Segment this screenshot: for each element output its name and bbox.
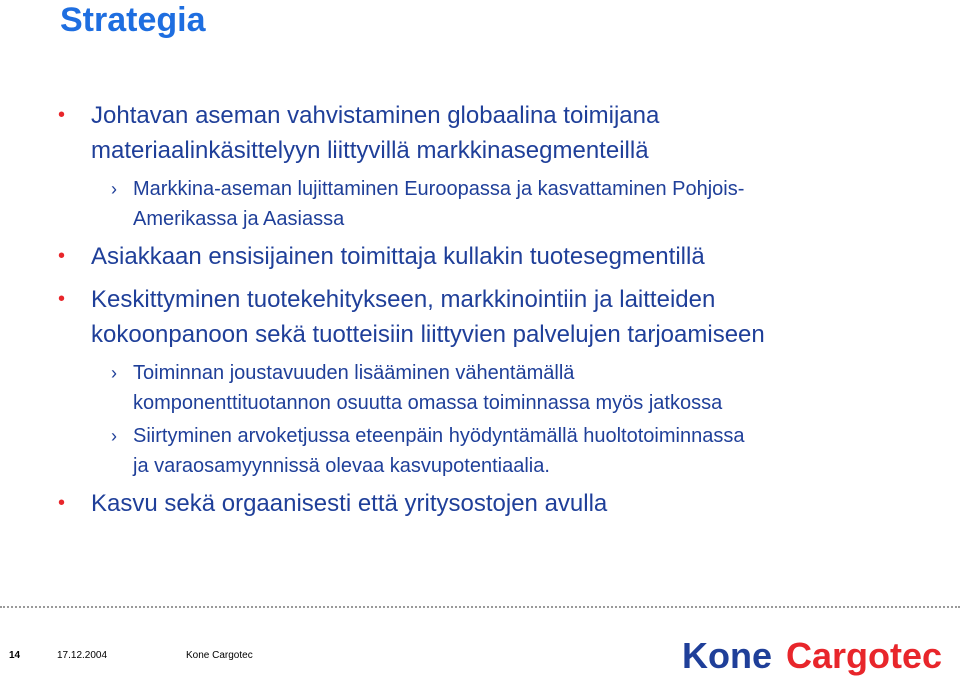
bullet-dot-icon: • bbox=[58, 492, 66, 514]
bullet-text-line: Keskittyminen tuotekehitykseen, markkinointiin ja laitteiden bbox=[91, 286, 716, 313]
bullet-item-global-leader bbox=[58, 98, 938, 168]
sub-bullet-text-line: Siirtyminen arvoketjussa eteenpäin hyödyntämällä huoltotoiminnassa bbox=[133, 425, 745, 447]
sub-bullet-item-market-position bbox=[58, 174, 938, 234]
chevron-right-icon: › bbox=[111, 179, 117, 199]
slide-title: Strategia bbox=[60, 1, 206, 39]
bullet-text-line: materiaalinkäsittelyyn liittyvillä markkinasegmenteillä bbox=[91, 137, 649, 164]
footer-company: Kone Cargotec bbox=[186, 650, 253, 661]
sub-bullet-item-value-chain bbox=[58, 421, 938, 481]
bullet-dot-icon: • bbox=[58, 288, 66, 310]
chevron-right-icon: › bbox=[111, 426, 117, 446]
chevron-right-icon: › bbox=[111, 363, 117, 383]
sub-bullet-text-line: komponenttituotannon osuutta omassa toiminnassa myös jatkossa bbox=[133, 392, 723, 414]
footer-divider bbox=[0, 606, 960, 608]
logo-cargotec-text: Cargotec bbox=[786, 635, 943, 676]
bullet-dot-icon: • bbox=[58, 245, 66, 267]
bullet-text-line: Kasvu sekä orgaanisesti että yritysostojen avulla bbox=[91, 490, 608, 517]
bullet-item-focus bbox=[58, 282, 938, 352]
page-number: 14 bbox=[9, 650, 21, 661]
footer-date: 17.12.2004 bbox=[57, 650, 108, 661]
bullet-item-primary-supplier bbox=[58, 239, 938, 274]
bullet-dot-icon: • bbox=[58, 104, 66, 126]
sub-bullet-text-line: Toiminnan joustavuuden lisääminen vähentämällä bbox=[133, 362, 575, 384]
bullet-text-line: Asiakkaan ensisijainen toimittaja kullakin tuotesegmentillä bbox=[91, 243, 705, 270]
sub-bullet-item-flexibility bbox=[58, 358, 938, 418]
bullet-list bbox=[58, 98, 938, 529]
bullet-text-line: kokoonpanoon sekä tuotteisiin liittyvien palvelujen tarjoamiseen bbox=[91, 321, 765, 348]
sub-bullet-text-line: Markkina-aseman lujittaminen Euroopassa ja kasvattaminen Pohjois- bbox=[133, 178, 745, 200]
bullet-text-line: Johtavan aseman vahvistaminen globaalina toimijana bbox=[91, 102, 660, 129]
sub-bullet-text-line: Amerikassa ja Aasiassa bbox=[133, 208, 345, 230]
bullet-item-growth bbox=[58, 486, 938, 521]
logo-kone-text: Kone bbox=[682, 635, 772, 676]
kone-cargotec-logo bbox=[680, 622, 950, 680]
sub-bullet-text-line: ja varaosamyynnissä olevaa kasvupotentiaalia. bbox=[133, 455, 550, 477]
